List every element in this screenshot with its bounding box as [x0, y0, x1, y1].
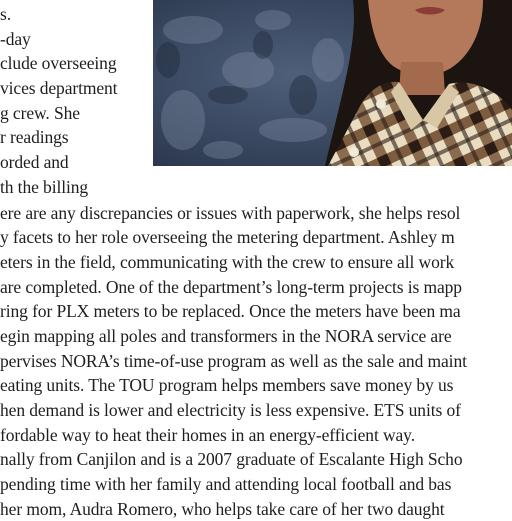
column-line: vices department [0, 78, 118, 98]
body-line: y facets to her role overseeing the metering department. Ashley m [0, 227, 455, 247]
column-line: clude overseeing [0, 53, 117, 73]
body-line: pending time with her family and attending local football and bas [0, 474, 452, 494]
body-line: are completed. One of the department’s long-term projects is mapp [0, 277, 462, 297]
body-line: egin mapping all poles and transformers in the NORA service are [0, 326, 452, 346]
body-line: hen demand is lower and electricity is less expensive. ETS units of [0, 400, 461, 420]
body-line: ere are any discrepancies or issues with paperwork, she helps resol [0, 203, 461, 223]
column-line: g crew. She [0, 103, 80, 123]
body-line: her mom, Audra Romero, who helps take care of her two daught [0, 499, 445, 519]
column-line: th the billing [0, 177, 89, 197]
body-line: eters in the field, communicating with the crew to ensure all work [0, 252, 455, 272]
column-line: r readings [0, 127, 69, 147]
body-line: fordable way to heat their homes in an energy-efficient way. [0, 425, 415, 445]
column-line: s. [0, 4, 11, 24]
body-line: eating units. The TOU program helps members save money by us [0, 375, 454, 395]
body-line: nally from Canjilon and is a 2007 graduate of Escalante High Scho [0, 449, 463, 469]
column-line: -day [0, 29, 31, 49]
portrait-photo [153, 0, 512, 166]
body-line: pervises NORA’s time-of-use program as well as the sale and maint [0, 351, 467, 371]
body-line: ring for PLX meters to be replaced. Once the meters have been ma [0, 301, 461, 321]
column-line: orded and [0, 152, 69, 172]
